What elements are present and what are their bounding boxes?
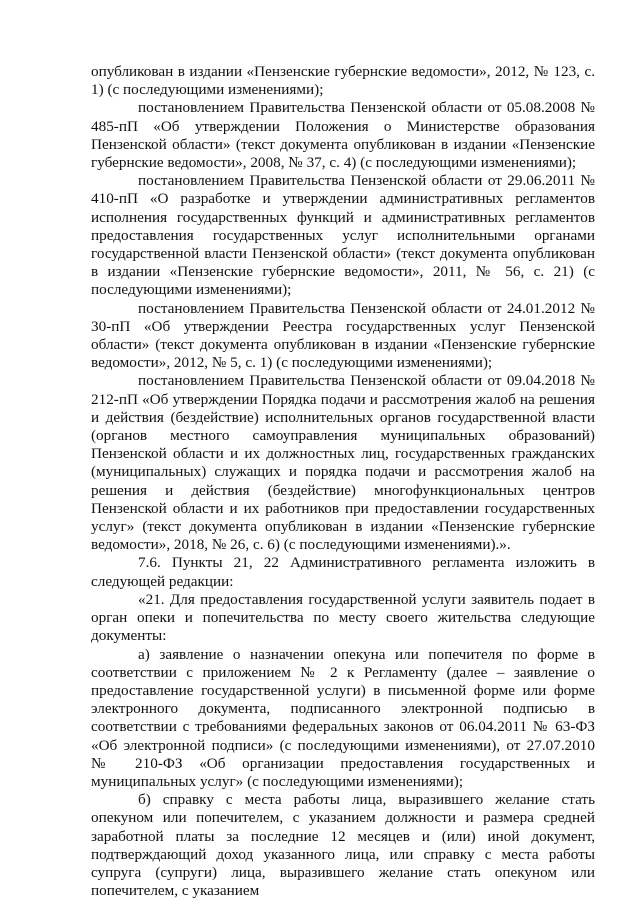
paragraph-item-7-6: 7.6. Пункты 21, 22 Административного регламента изложить в следующей редакции:: [91, 554, 595, 590]
paragraph-resolution-30: постановлением Правительства Пензенской области от 24.01.2012 № 30-пП «Об утверждении Реестра государственных услуг Пензенской области» (текст документа опубликован в издании «Пензенские губернские ведомости», 2012, № 5, с. 1) (с последующими изменениями);: [91, 299, 595, 372]
paragraph-clause-21: «21. Для предоставления государственной услуги заявитель подает в орган опеки и попечительства по месту своего жительства следующие документы:: [91, 590, 595, 645]
paragraph-subitem-a: а) заявление о назначении опекуна или попечителя по форме в соответствии с приложением № 2 к Регламенту (далее – заявление о предоставление государственной услуги) в письменной форме или форме электронного документа, подписанного электронной подписью в соответствии с требованиями федеральных законов от 06.04.2011 № 63-ФЗ «Об электронной подписи» (с последующими изменениями), от 27.07.2010 № 210-ФЗ «Об организации предоставления государственных и муниципальных услуг» (с последующими изменениями);: [91, 645, 595, 790]
document-page: [91, 63, 595, 900]
paragraph-continuation: опубликован в издании «Пензенские губернские ведомости», 2012, № 123, с. 1) (с последующими изменениями);: [91, 63, 595, 99]
paragraph-subitem-b: б) справку с места работы лица, выразившего желание стать опекуном или попечителем, с указанием должности и размера средней заработной платы за последние 12 месяцев и (или) иной документ, подтверждающий доход указанного лица, или справку с места работы супруга (супруги) лица, выразившего желание стать опекуном или попечителем, с указанием: [91, 791, 595, 900]
paragraph-resolution-485: постановлением Правительства Пензенской области от 05.08.2008 № 485-пП «Об утверждении Положения о Министерстве образования Пензенской области» (текст документа опубликован в издании «Пензенские губернские ведомости», 2008, № 37, с. 4) (с последующими изменениями);: [91, 99, 595, 172]
paragraph-resolution-212: постановлением Правительства Пензенской области от 09.04.2018 № 212-пП «Об утверждении Порядка подачи и рассмотрения жалоб на решения и действия (бездействие) исполнительных органов государственной власти (органов местного самоуправления муниципальных образований) Пензенской области и их должностных лиц, государственных гражданских (муниципальных) служащих и порядка подачи и рассмотрения жалоб на решения и действия (бездействие) многофункциональных центров Пензенской области и их работников при предоставлении государственных услуг» (текст документа опубликован в издании «Пензенские губернские ведомости», 2018, № 26, с. 6) (с последующими изменениями).».: [91, 372, 595, 554]
paragraph-resolution-410: постановлением Правительства Пензенской области от 29.06.2011 № 410-пП «О разработке и утверждении административных регламентов исполнения государственных функций и административных регламентов предоставления государственных услуг исполнительными органами государственной власти Пензенской области» (текст документа опубликован в издании «Пензенские губернские ведомости», 2011, № 56, с. 21) (с последующими изменениями);: [91, 172, 595, 299]
